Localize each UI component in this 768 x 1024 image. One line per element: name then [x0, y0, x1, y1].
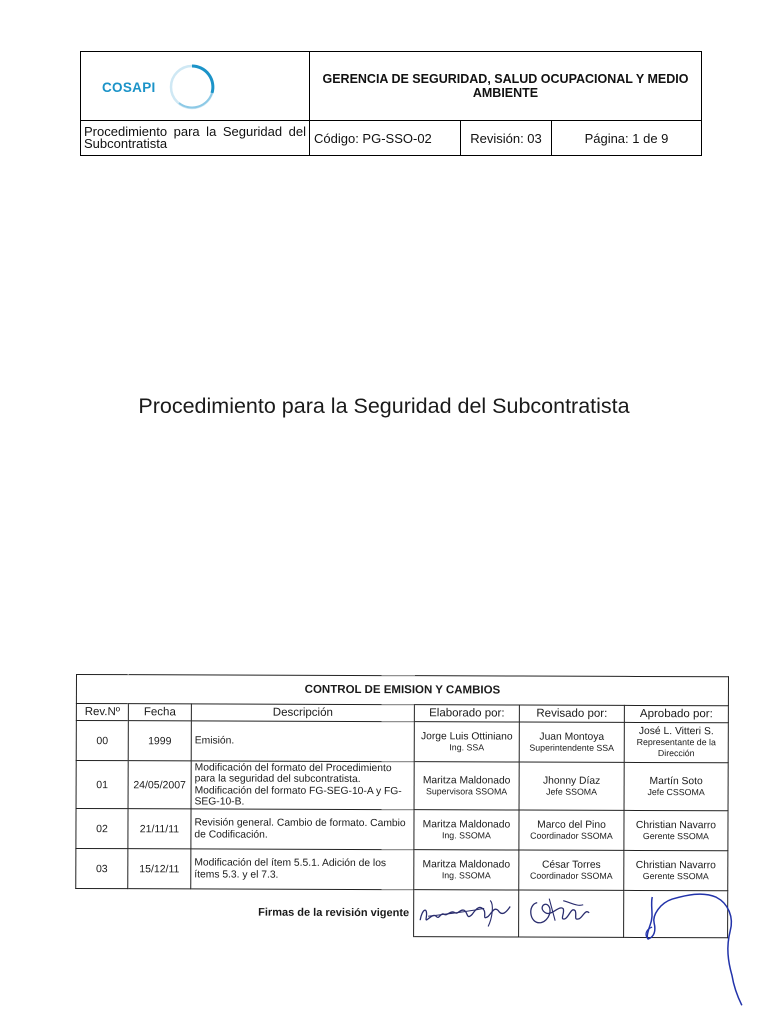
rev-description: Modificación del ítem 5.5.1. Adición de los ítems 5.3. y el 7.3.: [191, 849, 414, 890]
person-name: Maritza Maldonado: [422, 774, 511, 787]
signatures-label: Firmas de la revisión vigente: [76, 889, 414, 937]
procedure-name-line2: Subcontratista: [84, 136, 168, 151]
company-logo: [81, 52, 310, 121]
col-header-approved-by: Aprobado por:: [624, 705, 728, 722]
document-header: [80, 51, 702, 156]
table-row: [76, 721, 728, 763]
person-role: Supervisora SSOMA: [425, 785, 508, 797]
table-row: [76, 849, 728, 891]
person-role: Ing. SSA: [449, 741, 485, 752]
col-header-description: Descripción: [191, 704, 414, 722]
rev-description: Modificación del formato del Procedimiento para la seguridad del subcontratista. Modificación del formato FG-SEG-10-A y FG-SEG-10-B.: [191, 761, 414, 810]
table-row: [76, 761, 728, 811]
rev-description: Emisión.: [191, 721, 414, 762]
rev-description: Revisión general. Cambio de formato. Cambio de Codificación.: [191, 809, 414, 850]
rev-number: 02: [76, 809, 128, 849]
signature-prepared: [414, 890, 519, 937]
col-header-reviewed-by: Revisado por:: [519, 705, 624, 722]
approved-by: [624, 850, 728, 890]
procedure-name: [81, 121, 310, 156]
signature-row: [76, 889, 728, 938]
procedure-name-line1: Procedimiento para la Seguridad del: [84, 124, 306, 139]
prepared-by: [414, 762, 519, 810]
control-table-title: CONTROL DE EMISION Y CAMBIOS: [76, 675, 728, 706]
department-title: GERENCIA DE SEGURIDAD, SALUD OCUPACIONAL Y MEDIO AMBIENTE: [310, 52, 702, 121]
revision-number: Revisión: 03: [461, 121, 552, 156]
col-header-rev: Rev.Nº: [76, 704, 128, 721]
page-number: Página: 1 de 9: [552, 121, 702, 156]
person-name: Maritza Maldonado: [422, 858, 511, 871]
col-header-date: Fecha: [128, 704, 191, 721]
person-name: César Torres: [541, 859, 601, 871]
person-role: Coordinador SSOMA: [530, 830, 613, 841]
approved-by: [624, 762, 728, 810]
signature-approved-icon: [624, 891, 744, 1011]
person-role: Superintendente SSA: [529, 742, 615, 753]
logo-text: COSAPI: [102, 80, 156, 95]
logo-ring-icon: [167, 62, 217, 112]
prepared-by: [414, 810, 519, 850]
rev-date: 1999: [128, 721, 191, 761]
reviewed-by: [519, 722, 624, 762]
rev-number: 01: [76, 761, 128, 809]
rev-number: 03: [76, 849, 128, 889]
rev-date: 21/11/11: [128, 809, 191, 849]
prepared-by: [414, 850, 519, 890]
reviewed-by: [519, 810, 624, 850]
person-role: Jefe SSOMA: [546, 786, 598, 797]
person-role: Representante de la Dirección: [636, 736, 716, 759]
person-name: Jorge Luis Ottiniano: [420, 730, 513, 743]
person-role: Gerente SSOMA: [642, 870, 709, 881]
signature-prepared-icon: [414, 890, 519, 936]
signature-approved: [624, 890, 728, 937]
change-control-section: [75, 674, 728, 938]
person-role: Gerente SSOMA: [642, 830, 709, 841]
person-name: Jhonny Díaz: [542, 775, 601, 787]
reviewed-by: [519, 850, 624, 890]
prepared-by: [414, 722, 519, 762]
person-role: Ing. SSOMA: [441, 869, 491, 880]
person-name: Christian Navarro: [635, 859, 716, 871]
person-name: Christian Navarro: [635, 819, 717, 831]
document-code: Código: PG-SSO-02: [310, 121, 461, 156]
change-control-table: [75, 674, 729, 938]
person-role: Jefe CSSOMA: [647, 786, 705, 797]
person-role: Ing. SSOMA: [441, 829, 491, 840]
signature-reviewed-icon: [519, 891, 624, 937]
col-header-prepared-by: Elaborado por:: [414, 705, 519, 722]
person-name: Maritza Maldonado: [422, 818, 511, 831]
person-name: Marco del Pino: [537, 819, 606, 831]
rev-date: 15/12/11: [128, 849, 191, 889]
person-role: Coordinador SSOMA: [529, 870, 613, 881]
reviewed-by: [519, 762, 624, 810]
approved-by: [624, 810, 728, 850]
person-name: Juan Montoya: [539, 731, 605, 743]
table-row: [76, 809, 728, 851]
rev-number: 00: [76, 721, 128, 761]
rev-date: 24/05/2007: [128, 761, 191, 809]
approved-by: [624, 722, 728, 762]
person-name: José L. Vitteri S.: [638, 725, 714, 738]
person-name: Martín Soto: [649, 775, 703, 787]
signature-reviewed: [519, 890, 624, 937]
document-title: Procedimiento para la Seguridad del Subcontratista: [138, 394, 630, 418]
